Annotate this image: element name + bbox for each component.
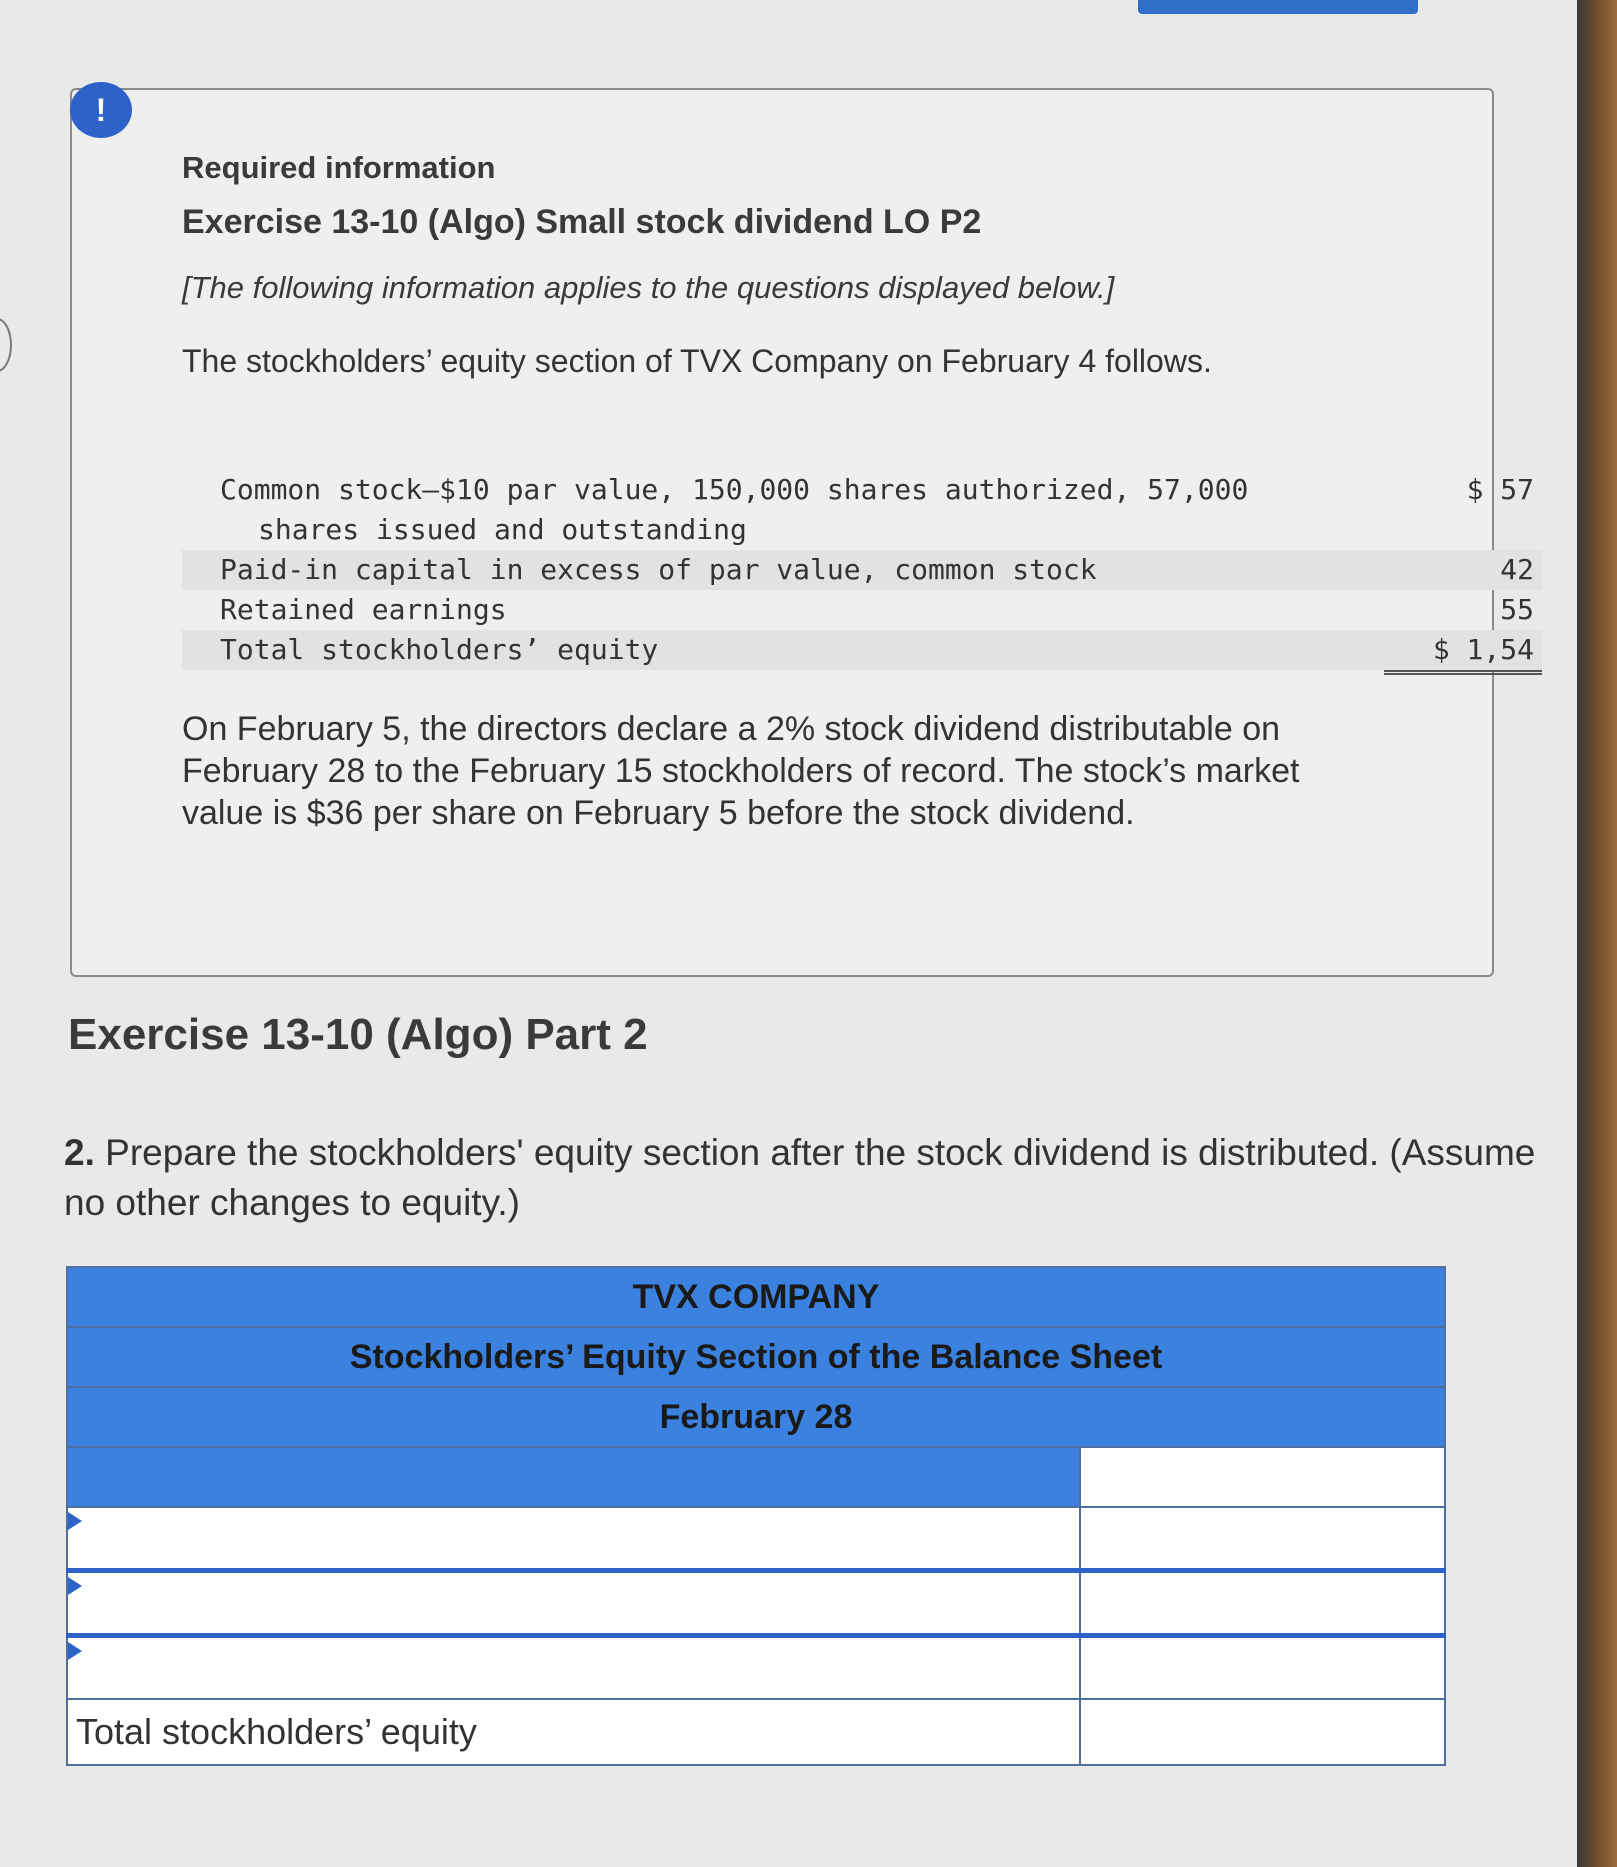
equity-label: Common stock—$10 par value, 150,000 shares authorized, 57,000 xyxy=(220,473,1249,506)
equity-label: Paid-in capital in excess of par value, common stock xyxy=(220,553,1097,586)
question-text xyxy=(64,1128,1544,1228)
info-note: [The following information applies to the questions displayed below.] xyxy=(182,270,1115,305)
equity-row-retained-earnings xyxy=(182,590,1542,630)
answer-header-blank xyxy=(67,1447,1445,1507)
account-select-cell[interactable] xyxy=(67,1571,1080,1636)
account-select-cell[interactable] xyxy=(67,1636,1080,1700)
device-edge xyxy=(1577,0,1617,1867)
amount-input[interactable] xyxy=(1081,1638,1444,1698)
amount-input[interactable] xyxy=(1081,1448,1444,1506)
scroll-handle xyxy=(0,318,12,372)
equity-row-paid-in-capital xyxy=(182,550,1542,590)
amount-input[interactable] xyxy=(1081,1508,1444,1568)
part-title: Exercise 13-10 (Algo) Part 2 xyxy=(68,1010,648,1059)
top-blue-bar[interactable] xyxy=(1138,0,1418,14)
equity-label: Retained earnings xyxy=(220,593,507,626)
amount-input[interactable] xyxy=(1081,1573,1444,1633)
answer-header-date xyxy=(67,1387,1445,1447)
alert-icon: ! xyxy=(70,82,132,138)
equity-amount: $ 1,54 xyxy=(1384,630,1542,675)
amount-cell[interactable] xyxy=(1080,1636,1445,1700)
intro-text: The stockholders’ equity section of TVX Company on February 4 follows. xyxy=(182,343,1212,379)
answer-header-subtitle xyxy=(67,1327,1445,1387)
account-input[interactable] xyxy=(68,1573,1079,1633)
equity-amount: 42 xyxy=(1500,553,1534,586)
equity-label: shares issued and outstanding xyxy=(258,513,747,546)
total-label: Total stockholders’ equity xyxy=(67,1699,1080,1765)
total-amount-cell[interactable] xyxy=(1080,1699,1445,1765)
answer-row xyxy=(67,1636,1445,1700)
answer-row xyxy=(67,1571,1445,1636)
equity-section-table xyxy=(182,470,1542,670)
statement-title: Stockholders’ Equity Section of the Balance Sheet xyxy=(67,1327,1445,1387)
equity-row-total xyxy=(182,630,1542,670)
statement-date: February 28 xyxy=(67,1387,1445,1447)
account-select-cell[interactable] xyxy=(67,1507,1080,1571)
amount-cell[interactable] xyxy=(1080,1571,1445,1636)
equity-amount: 55 xyxy=(1384,590,1542,632)
company-name: TVX COMPANY xyxy=(67,1267,1445,1327)
equity-amount: $ 57 xyxy=(1466,473,1534,506)
amount-cell[interactable] xyxy=(1080,1507,1445,1571)
answer-total-row xyxy=(67,1699,1445,1765)
answer-row xyxy=(67,1507,1445,1571)
exercise-title: Exercise 13-10 (Algo) Small stock dividend LO P2 xyxy=(182,203,982,241)
answer-header-company xyxy=(67,1267,1445,1327)
question-number: 2. xyxy=(64,1132,95,1173)
equity-row-common-stock xyxy=(182,470,1542,510)
total-amount-input[interactable] xyxy=(1081,1700,1444,1764)
account-input[interactable] xyxy=(68,1638,1079,1698)
header-blank-cell xyxy=(67,1447,1080,1507)
equity-row-shares xyxy=(182,510,1542,550)
required-information-heading: Required information xyxy=(182,150,496,185)
account-input[interactable] xyxy=(68,1508,1079,1568)
answer-table xyxy=(66,1266,1446,1766)
equity-label: Total stockholders’ equity xyxy=(220,633,659,666)
question-body: Prepare the stockholders' equity section after the stock dividend is distributed. (Assume no other changes to equity.) xyxy=(64,1132,1536,1223)
header-amount-cell[interactable] xyxy=(1080,1447,1445,1507)
dividend-info-text: On February 5, the directors declare a 2% stock dividend distributable on February 28 to the February 15 stockholders of record. The stock’s market value is $36 per share on February 5 before the stock dividend. xyxy=(182,710,1300,832)
